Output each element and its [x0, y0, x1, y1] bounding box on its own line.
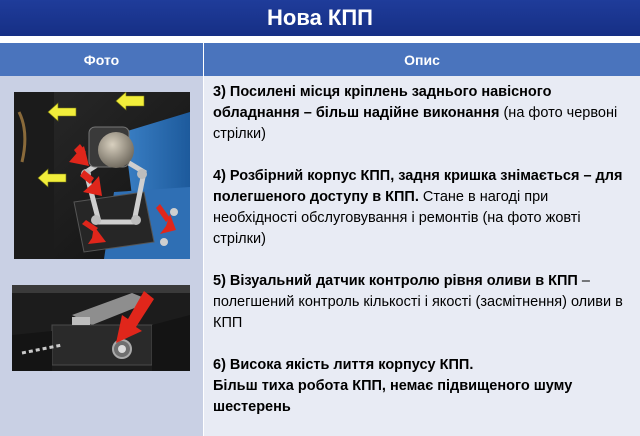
header-photo: Фото [83, 51, 120, 68]
feature-3 [213, 82, 633, 145]
table-body [0, 76, 640, 436]
photo-column [0, 76, 203, 436]
feature-5 [213, 271, 633, 334]
feature-6-bold: 6) Висока якість лиття корпусу КПП. [213, 357, 474, 373]
description-column [203, 76, 640, 436]
feature-3-note: (на фото червоні стрілки) [213, 105, 618, 142]
feature-5-bold: 5) Візуальний датчик контролю рівня оливи в КПП [213, 273, 578, 289]
feature-3-bold: 3) Посилені місця кріплень заднього навісного обладнання – більш надійне виконання [213, 84, 552, 121]
header-description: Опис [203, 43, 640, 76]
description-text [213, 82, 633, 436]
slide-title: Нова КПП [0, 0, 640, 36]
specs-table [0, 43, 640, 436]
table-header [0, 43, 640, 76]
feature-4 [213, 166, 633, 250]
feature-4-note: Стане в нагоді при необхідності обслуговування і ремонтів (на фото жовті стрілки) [213, 189, 581, 247]
feature-6 [213, 355, 633, 418]
feature-6-bold-2: Більш тиха робота КПП, немає підвищеного шуму шестерень [213, 378, 573, 415]
feature-4-bold: 4) Розбірний корпус КПП, задня кришка знімається – для полегшеного доступу в КПП. [213, 168, 623, 205]
oil-level-sensor-photo [12, 285, 190, 371]
feature-5-note: – полегшений контроль кількості і якості (засмітнення) оливи в КПП [213, 273, 623, 331]
gearbox-rear-cover-photo [14, 92, 190, 259]
